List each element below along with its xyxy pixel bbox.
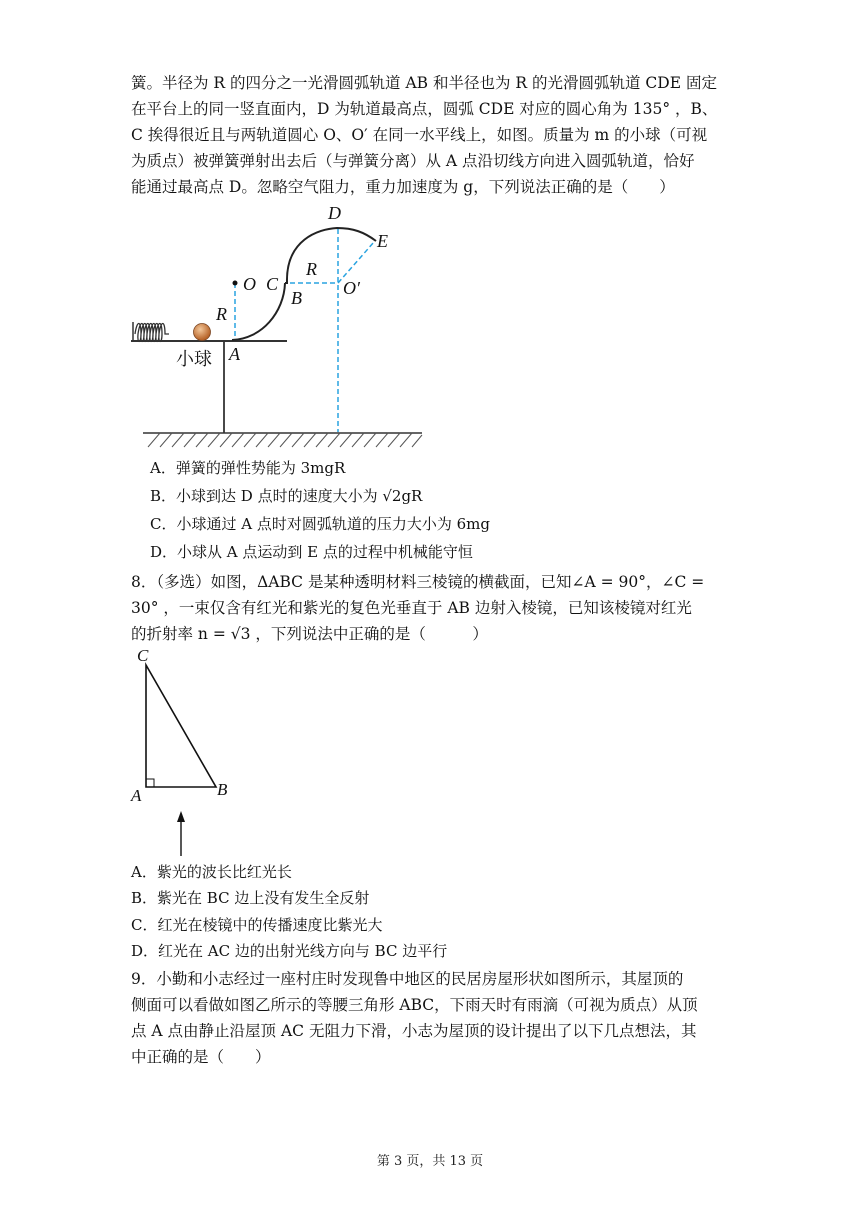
q7-figure xyxy=(125,198,435,453)
q9-line-3: 点 A 点由静止沿屋顶 AC 无阻力下滑，小志为屋顶的设计提出了以下几点想法，其 xyxy=(131,1022,697,1040)
label-ball: 小球 xyxy=(176,349,212,370)
label-b-prism: B xyxy=(217,780,228,799)
ray-arrow xyxy=(177,811,185,822)
q8-line-2: 30° ，一束仅含有红光和紫光的复色光垂直于 AB 边射入棱镜，已知该棱镜对红光 xyxy=(131,599,692,617)
q8-line-3: 的折射率 n = √3 ，下列说法中正确的是（ ） xyxy=(131,625,488,643)
q7-line-4: 为质点）被弹簧弹射出去后（与弹簧分离）从 A 点沿切线方向进入圆弧轨道，恰好 xyxy=(131,152,695,170)
label-b: B xyxy=(291,288,302,308)
label-r-top: R xyxy=(306,259,317,279)
q9-line-2: 侧面可以看做如图乙所示的等腰三角形 ABC，下雨天时有雨滴（可视为质点）从顶 xyxy=(131,996,698,1014)
label-a: A xyxy=(229,344,240,364)
q7-option-b: B．小球到达 D 点时的速度大小为 √2gR xyxy=(150,487,423,505)
q7-option-a: A．弹簧的弹性势能为 3mgR xyxy=(150,459,346,477)
q9-line-1: 9．小勤和小志经过一座村庄时发现鲁中地区的民居房屋形状如图所示，其屋顶的 xyxy=(131,970,684,988)
q7-line-1: 簧。半径为 R 的四分之一光滑圆弧轨道 AB 和半径也为 R 的光滑圆弧轨道 CDE 固定 xyxy=(131,74,717,92)
q7-line-2: 在平台上的同一竖直面内，D 为轨道最高点，圆弧 CDE 对应的圆心角为 135° ，B、 xyxy=(131,100,718,118)
q7-line-3: C 挨得很近且与两轨道圆心 O、O′ 在同一水平线上，如图。质量为 m 的小球（可视 xyxy=(131,126,708,144)
point-o xyxy=(233,281,238,286)
q9-line-4: 中正确的是（ ） xyxy=(131,1048,271,1066)
q8-option-a: A．紫光的波长比红光长 xyxy=(131,863,292,881)
label-o: O xyxy=(243,274,256,294)
q8-option-c: C．红光在棱镜中的传播速度比紫光大 xyxy=(131,916,383,934)
q8-option-b: B．紫光在 BC 边上没有发生全反射 xyxy=(131,889,370,907)
label-c-prism: C xyxy=(137,646,149,665)
label-o-prime: O′ xyxy=(343,278,360,298)
label-d: D xyxy=(328,203,341,223)
q8-line-1: 8．（多选）如图，ΔABC 是某种透明材料三棱镜的横截面，已知∠A = 90°，∠C = xyxy=(131,573,705,591)
q7-line-5: 能通过最高点 D。忽略空气阻力，重力加速度为 g，下列说法正确的是（ ） xyxy=(131,178,675,196)
dashed-radius-e xyxy=(338,242,374,283)
arc-cde xyxy=(287,228,376,282)
label-r-left: R xyxy=(216,304,227,324)
prism-triangle xyxy=(146,665,216,787)
label-c: C xyxy=(266,274,279,294)
spring xyxy=(135,324,169,342)
ball xyxy=(194,324,211,341)
right-angle-mark xyxy=(146,779,154,787)
page-footer: 第 3 页，共 13 页 xyxy=(376,1154,484,1169)
label-e: E xyxy=(377,231,388,251)
q8-option-d: D．红光在 AC 边的出射光线方向与 BC 边平行 xyxy=(131,942,448,960)
q7-option-d: D．小球从 A 点运动到 E 点的过程中机械能守恒 xyxy=(150,543,473,561)
label-a-prism: A xyxy=(131,786,142,805)
q8-figure xyxy=(128,645,238,865)
q7-option-c: C．小球通过 A 点时对圆弧轨道的压力大小为 6mg xyxy=(150,515,490,533)
